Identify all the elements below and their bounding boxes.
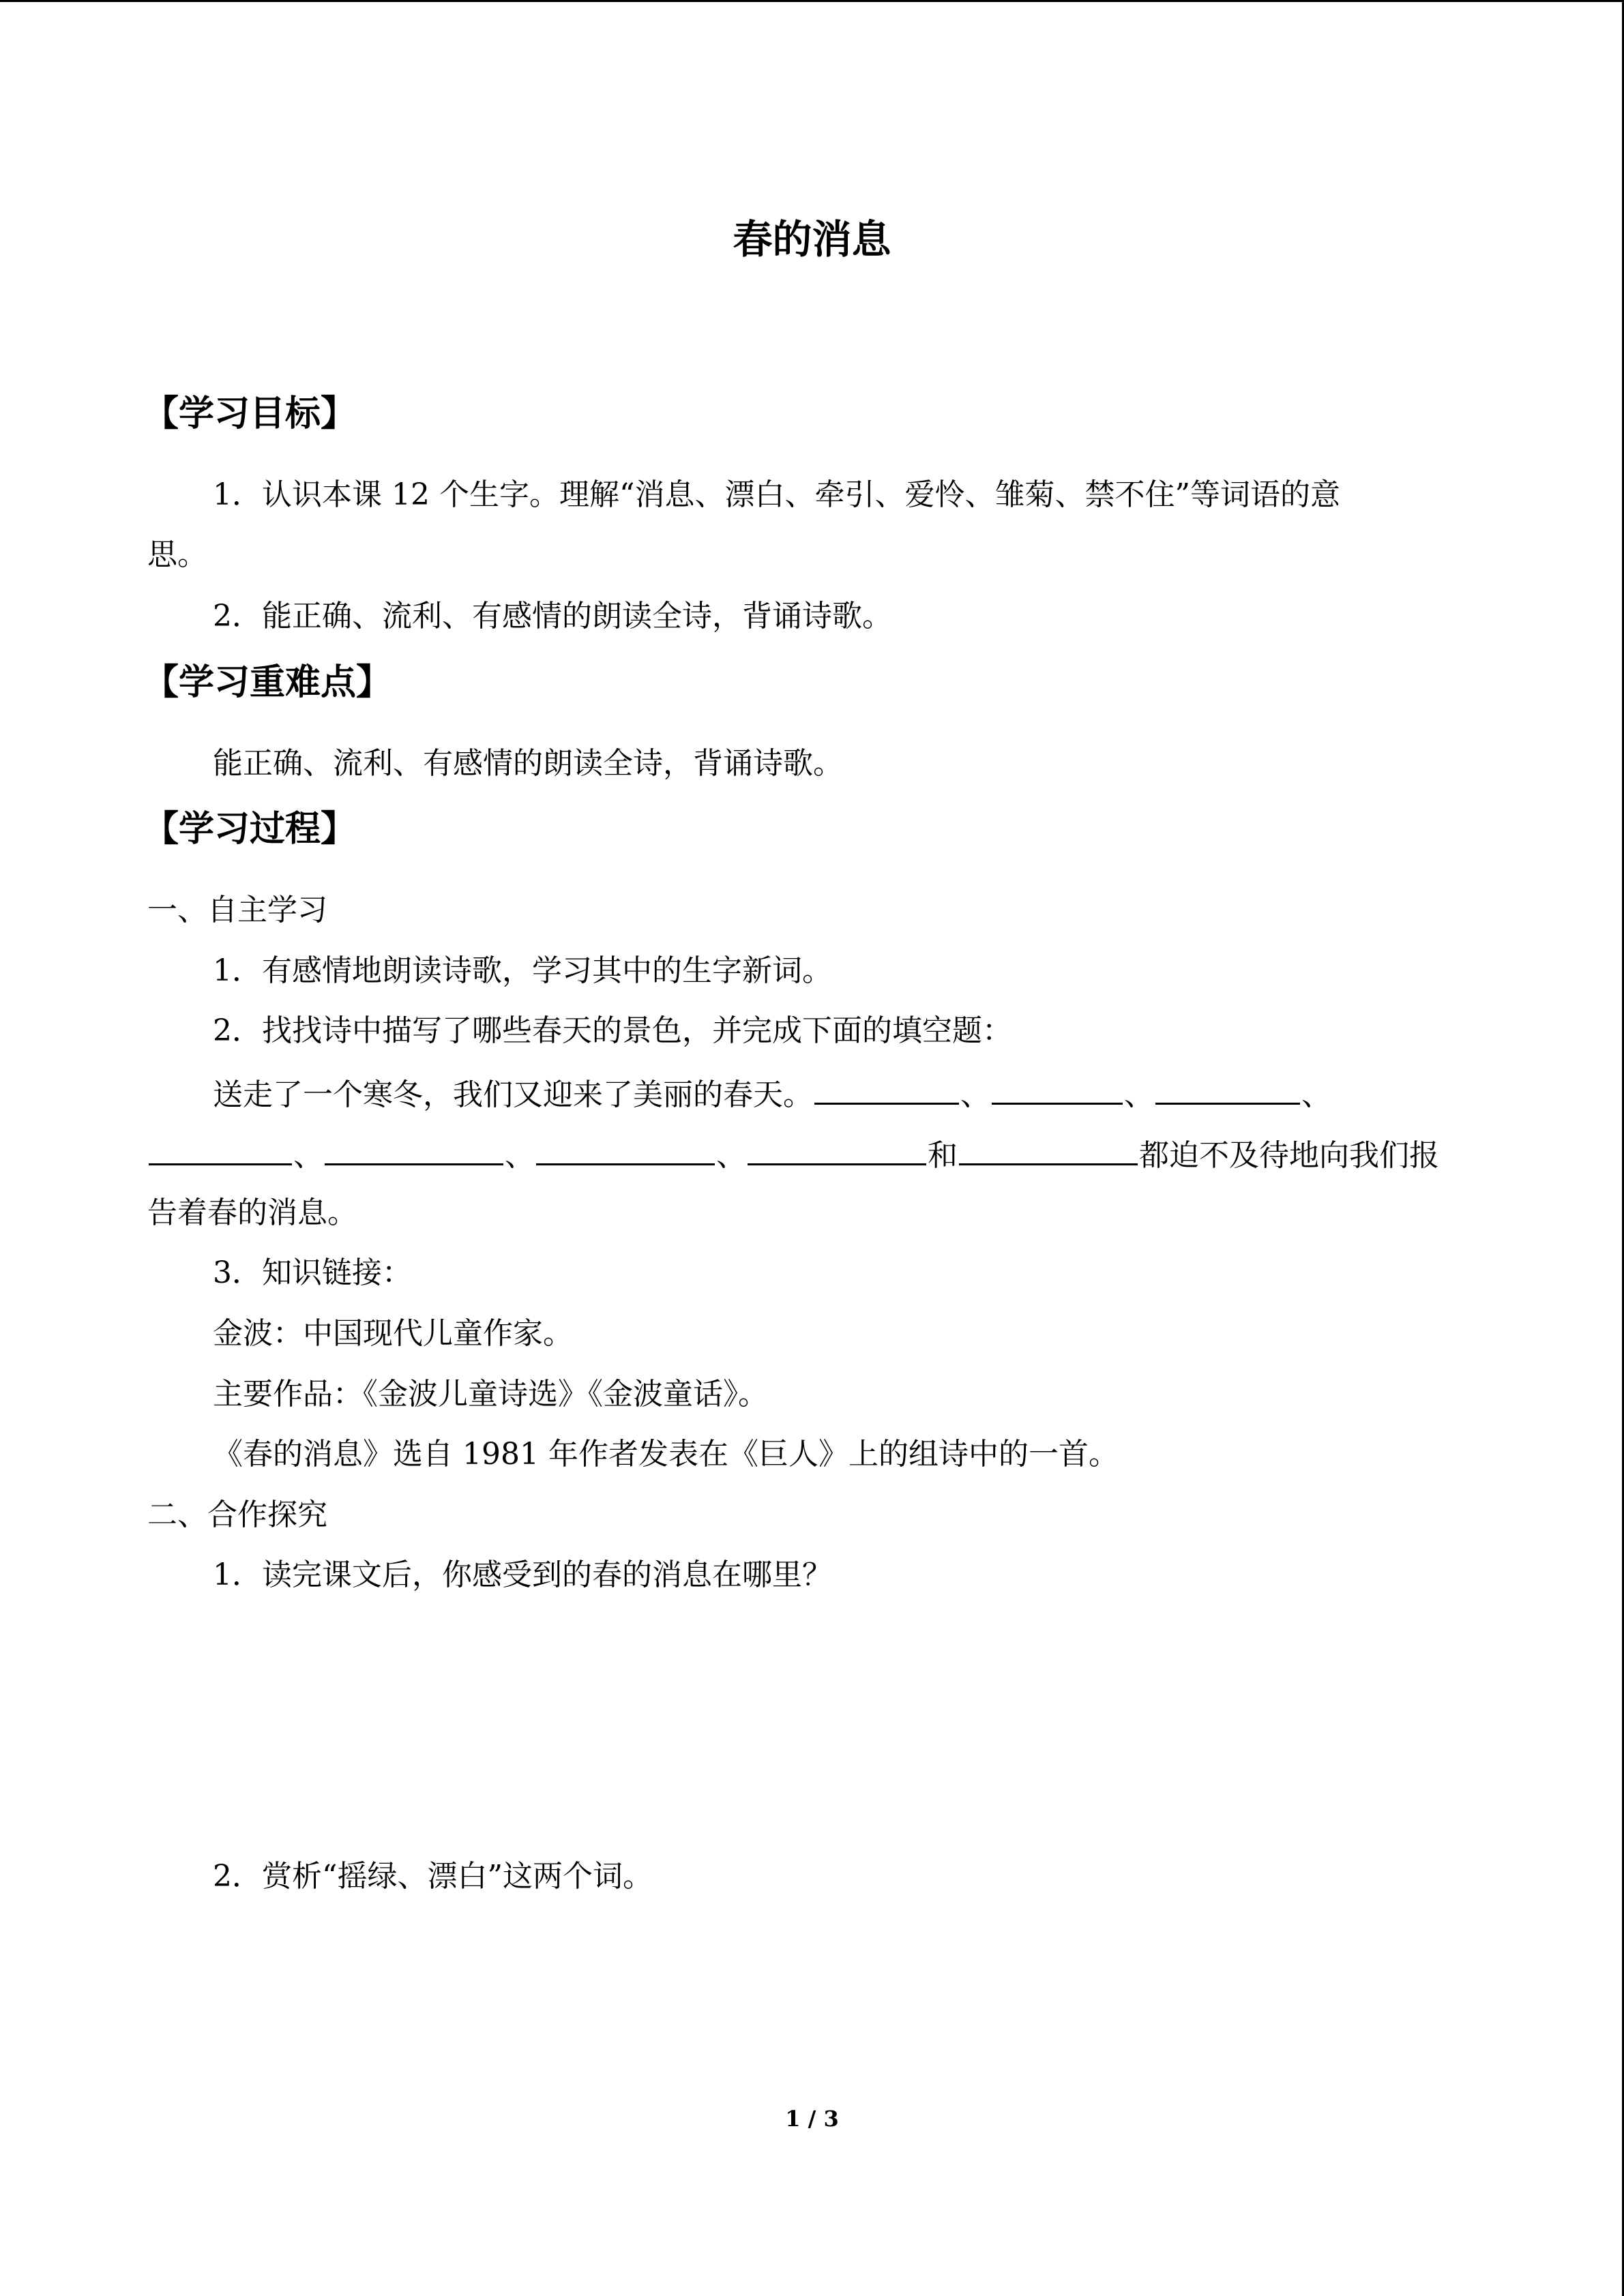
fill-blank-3[interactable] [1155, 1071, 1300, 1105]
fill-line-2 [147, 1132, 1439, 1176]
fill-blank-6[interactable] [536, 1132, 715, 1165]
fill-and-word: 和 [928, 1138, 958, 1173]
fill-intro: 送走了一个寒冬，我们又迎来了美丽的春天。 [213, 1077, 813, 1112]
author-info: 金波：中国现代儿童作家。 [213, 1316, 573, 1351]
works-info: 主要作品：《金波儿童诗选》《金波童话》。 [213, 1377, 768, 1412]
fill-separator: 、 [505, 1138, 535, 1173]
fill-separator: 、 [960, 1077, 990, 1112]
part1-item-2: 2．找找诗中描写了哪些春天的景色，并完成下面的填空题： [213, 1013, 1012, 1048]
fill-separator: 、 [293, 1138, 323, 1173]
goal-item-1-line-1: 1．认识本课 12 个生字。理解“消息、漂白、牵引、爱怜、雏菊、禁不住”等词语的意 [213, 477, 1340, 512]
fill-tail: 都迫不及待地向我们报 [1139, 1138, 1439, 1173]
fill-separator: 、 [1124, 1077, 1154, 1112]
fill-blank-7[interactable] [748, 1132, 926, 1165]
part2-title: 二、合作探究 [147, 1497, 327, 1532]
fill-separator: 、 [1301, 1077, 1331, 1112]
fill-blank-5[interactable] [325, 1132, 503, 1165]
part1-item-1: 1．有感情地朗读诗歌，学习其中的生字新词。 [213, 953, 832, 988]
fill-end: 告着春的消息。 [147, 1195, 357, 1230]
part2-question-2: 2．赏析“摇绿、漂白”这两个词。 [213, 1859, 653, 1894]
key-points-heading: 【学习重难点】 [143, 662, 392, 703]
fill-blank-4[interactable] [149, 1132, 292, 1165]
fill-blank-2[interactable] [992, 1071, 1123, 1105]
source-info: 《春的消息》选自 1981 年作者发表在《巨人》上的组诗中的一首。 [213, 1437, 1119, 1472]
part1-item-3: 3．知识链接： [213, 1255, 412, 1290]
fill-blank-8[interactable] [959, 1132, 1138, 1165]
page-number: 1 / 3 [785, 2106, 839, 2132]
fill-blank-1[interactable] [814, 1071, 959, 1105]
page-title: 春的消息 [733, 216, 891, 263]
key-points-text: 能正确、流利、有感情的朗读全诗，背诵诗歌。 [213, 746, 843, 781]
part1-title: 一、自主学习 [147, 893, 327, 927]
fill-line-1 [213, 1071, 1331, 1116]
fill-separator: 、 [716, 1138, 746, 1173]
part2-question-1: 1．读完课文后，你感受到的春的消息在哪里？ [213, 1557, 832, 1592]
process-heading: 【学习过程】 [143, 809, 357, 850]
goal-item-2: 2．能正确、流利、有感情的朗读全诗，背诵诗歌。 [213, 599, 892, 633]
goal-item-1-line-2: 思。 [147, 537, 207, 572]
goals-heading: 【学习目标】 [143, 393, 357, 434]
